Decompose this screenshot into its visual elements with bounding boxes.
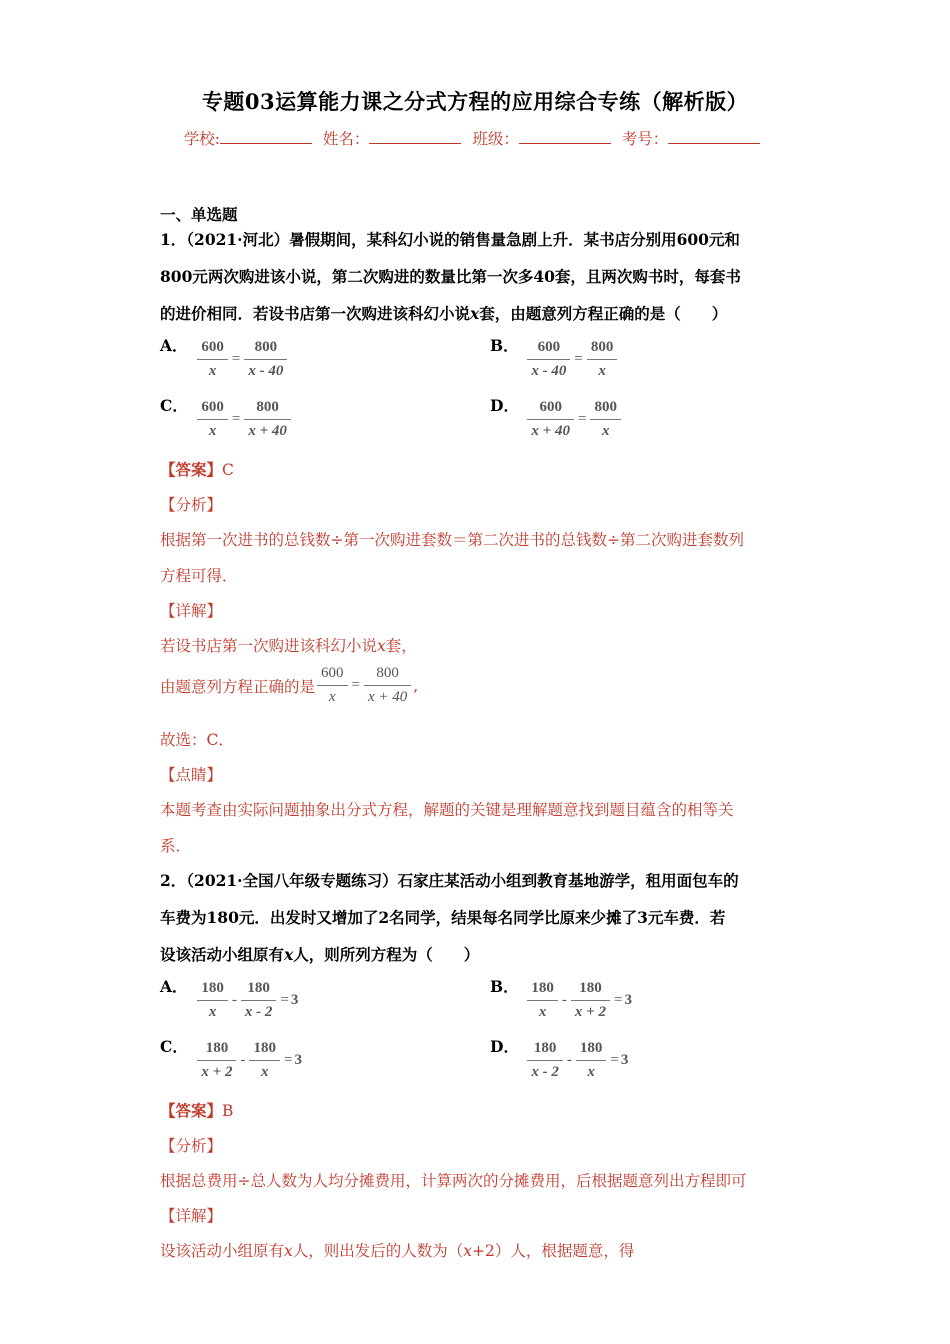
page-title: 专题03运算能力课之分式方程的应用综合专练（解析版） <box>201 89 749 114</box>
q1-analysis-1: 根据第一次进书的总钱数÷第一次购进套数＝第二次进书的总钱数÷第二次购进套数列 <box>160 531 744 549</box>
q1-line-3: 的进价相同．若设书店第一次购进该科幻小说x套，由题意列方程正确的是（ ） <box>160 304 728 323</box>
fraction: $\frac{800}{x}$ <box>590 399 621 440</box>
section-heading: 一、单选题 <box>160 205 238 224</box>
q1-point-tag: 【点睛】 <box>160 766 223 784</box>
fraction: $\frac{800}{x - 40}$ <box>244 339 287 380</box>
fraction: $\frac{180}{x}$ <box>249 1040 280 1081</box>
q1-detail-tag: 【详解】 <box>160 602 223 620</box>
name-label: 姓名： <box>322 130 370 148</box>
q1-detail-2: 由题意列方程正确的是 $\frac{600}{x}$ = $\frac{800}{x + 40}$ , <box>160 665 419 705</box>
q1-detail-3: 故选：C． <box>160 731 234 749</box>
student-info-line <box>0 127 950 149</box>
q1-detail-1: 若设书店第一次购进该科幻小说x套， <box>160 637 417 655</box>
exam-label: 考号： <box>621 130 669 148</box>
q2-option-c[interactable]: C． $\frac{180}{x + 2}$ - $\frac{180}{x}$ = 3 <box>160 1037 302 1080</box>
q1-option-b[interactable]: B． $\frac{600}{x - 40}$ = $\frac{800}{x}$ <box>490 334 619 380</box>
q2-analysis-tag: 【分析】 <box>160 1137 223 1155</box>
fraction: $\frac{600}{x}$ <box>317 665 348 706</box>
fraction: $\frac{180}{x - 2}$ <box>241 980 277 1021</box>
q2-option-d[interactable]: D． $\frac{180}{x - 2}$ - $\frac{180}{x}$ = 3 <box>490 1037 629 1080</box>
fraction: $\frac{600}{x - 40}$ <box>527 339 570 380</box>
q1-option-d[interactable]: D． $\frac{600}{x + 40}$ = $\frac{800}{x}$ <box>490 394 623 440</box>
q2-line-1: 2．（2021·全国八年级专题练习）石家庄某活动小组到教育基地游学，租用面包车的 <box>160 871 739 890</box>
fraction: $\frac{800}{x + 40}$ <box>364 665 411 706</box>
q2-line-2: 车费为180元．出发时又增加了2名同学，结果每名同学比原来少摊了3元车费．若 <box>160 908 726 927</box>
fraction: $\frac{800}{x}$ <box>587 339 618 380</box>
fraction: $\frac{600}{x}$ <box>197 339 228 380</box>
q1-variable: x <box>470 304 480 323</box>
fraction: $\frac{180}{x}$ <box>197 980 228 1021</box>
fraction: $\frac{180}{x}$ <box>576 1040 607 1081</box>
q2-option-a[interactable]: A． $\frac{180}{x}$ - $\frac{180}{x - 2}$ = 3 <box>160 977 299 1020</box>
fraction: $\frac{800}{x + 40}$ <box>244 399 291 440</box>
fraction: $\frac{600}{x}$ <box>197 399 228 440</box>
q2-option-b[interactable]: B． $\frac{180}{x}$ - $\frac{180}{x + 2}$ = 3 <box>490 977 632 1020</box>
q2-detail-tag: 【详解】 <box>160 1207 223 1225</box>
q1-analysis-2: 方程可得． <box>160 567 238 585</box>
q1-analysis-tag: 【分析】 <box>160 496 223 514</box>
school-blank[interactable] <box>220 129 312 144</box>
q1-option-a[interactable]: A． $\frac{600}{x}$ = $\frac{800}{x - 40}$ <box>160 334 289 380</box>
exam-blank[interactable] <box>668 129 760 144</box>
class-blank[interactable] <box>519 129 611 144</box>
fraction: $\frac{600}{x + 40}$ <box>527 399 574 440</box>
fraction: $\frac{180}{x - 2}$ <box>527 1040 563 1081</box>
fraction: $\frac{180}{x + 2}$ <box>197 1040 236 1081</box>
name-blank[interactable] <box>369 129 461 144</box>
fraction: $\frac{180}{x + 2}$ <box>571 980 610 1021</box>
q1-point-1: 本题考查由实际问题抽象出分式方程，解题的关键是理解题意找到题目蕴含的相等关 <box>160 801 734 819</box>
q2-analysis-1: 根据总费用÷总人数为人均分摊费用，计算两次的分摊费用，后根据题意列出方程即可 <box>160 1172 747 1190</box>
q2-answer: 【答案】B <box>160 1101 234 1120</box>
q1-option-c[interactable]: C． $\frac{600}{x}$ = $\frac{800}{x + 40}$ <box>160 394 293 440</box>
q1-answer: 【答案】C <box>160 460 234 479</box>
class-label: 班级： <box>472 130 519 148</box>
q2-detail-1: 设该活动小组原有x人，则出发后的人数为（x+2）人，根据题意，得 <box>160 1242 635 1260</box>
q2-line-3: 设该活动小组原有x人，则所列方程为（ ） <box>160 945 480 964</box>
q1-line-2: 800元两次购进该小说，第二次购进的数量比第一次多40套，且两次购书时，每套书 <box>160 267 741 286</box>
q1-point-2: 系． <box>160 837 192 855</box>
fraction: $\frac{180}{x}$ <box>527 980 558 1021</box>
q1-line-1: 1．（2021·河北）暑假期间，某科幻小说的销售量急剧上升．某书店分别用600元和 <box>160 230 740 249</box>
school-label: 学校: <box>183 130 220 148</box>
